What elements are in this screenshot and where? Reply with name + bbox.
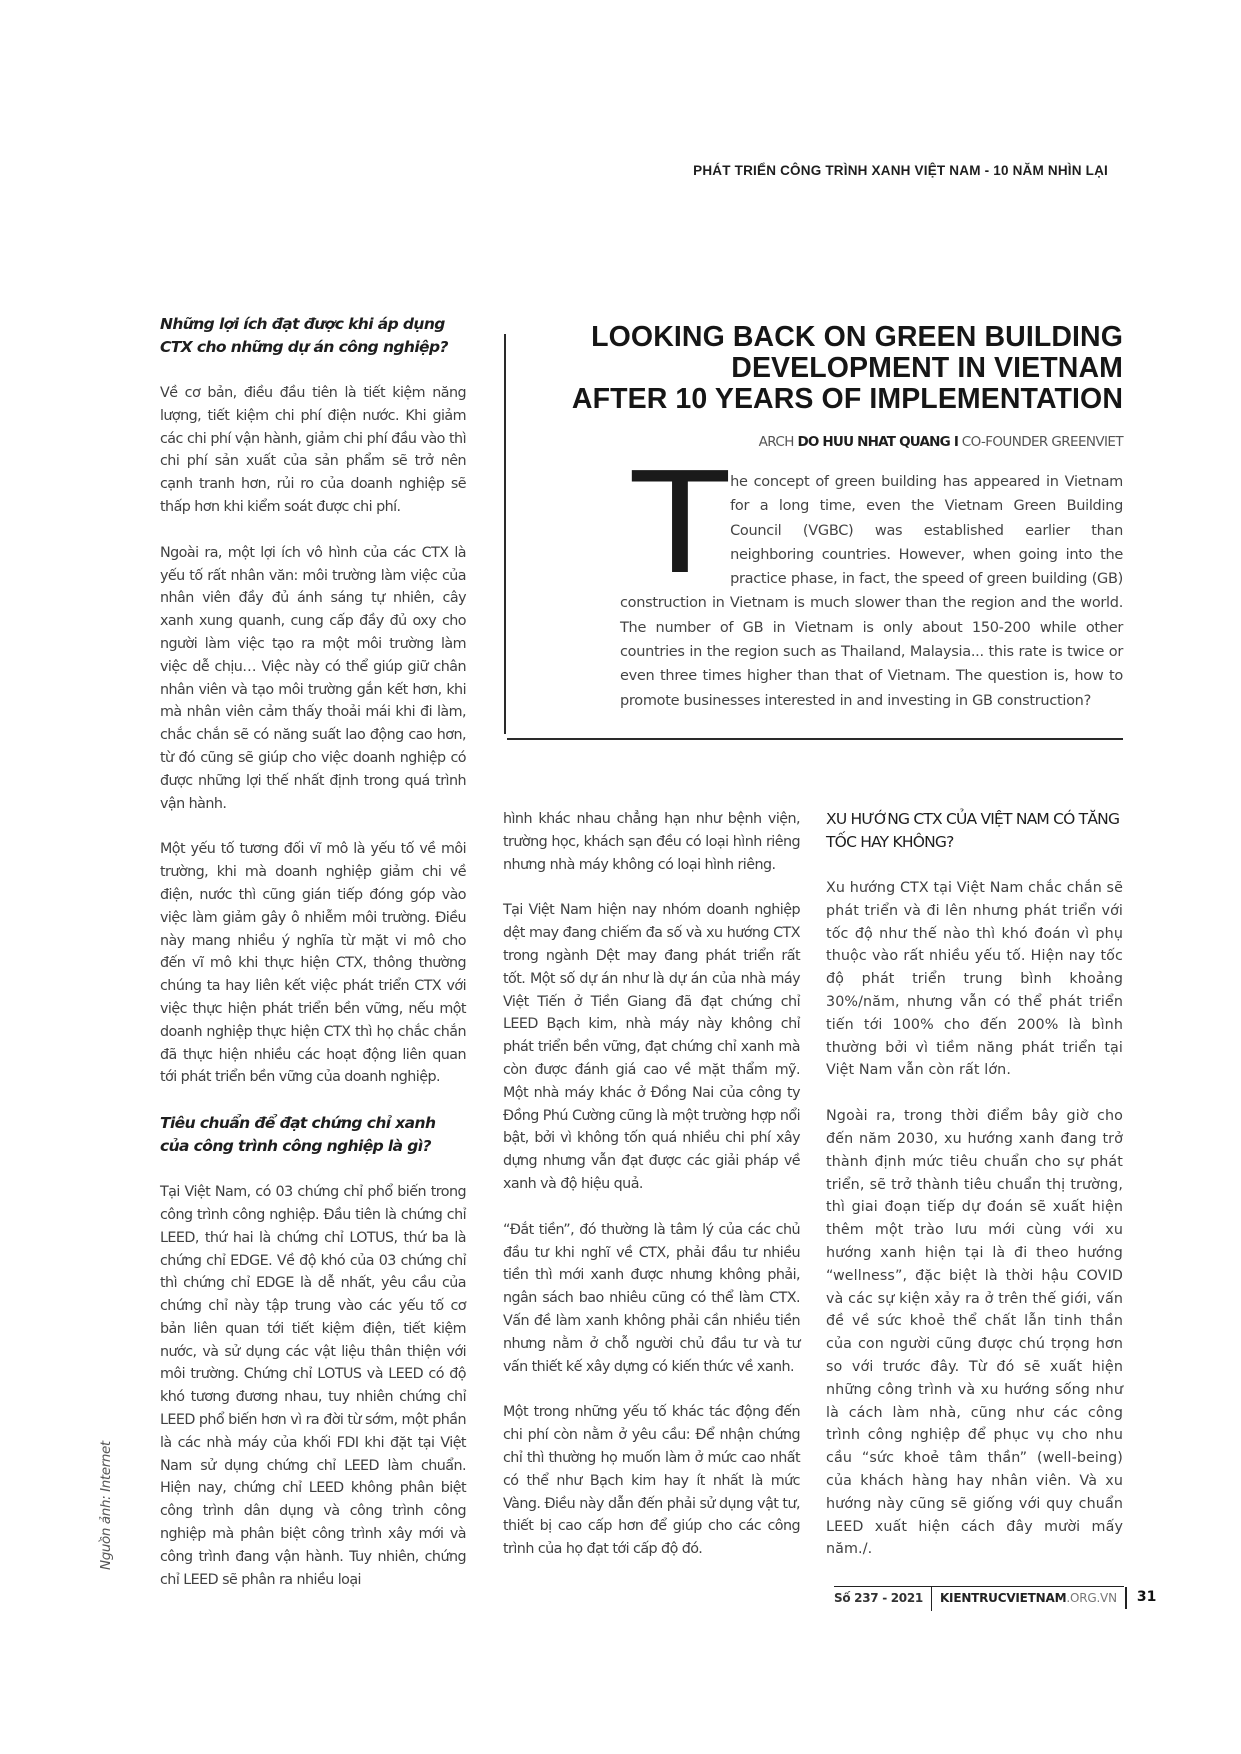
paragraph: Ngoài ra, một lợi ích vô hình của các CTX là yếu tố rất nhân văn: môi trường làm việc của nhân viên đầy đủ ánh sáng tự nhiên, cây xanh xung quanh, cung cấp đầy đủ oxy cho người làm việc tạo ra một môi trường làm việc dễ chịu… Việc này có thể giúp giữ chân nhân viên và tạo môi trường gắn kết hơn, khi mà nhân viên cảm thấy thoải mái khi đi làm, chắc chắn sẽ có năng suất lao động cao hơn, từ đó cũng sẽ giúp cho việc doanh nghiệp có được những lợi thế nhất định trong quá trình vận hành. bbox=[160, 544, 466, 812]
paragraph: Tại Việt Nam hiện nay nhóm doanh nghiệp dệt may đang chiếm đa số và xu hướng CTX trong ngành Dệt may đang phát triển rất tốt. Một số dự án như là dự án của nhà máy Việt Tiến ở Tiền Giang đã đạt chứng chỉ LEED Bạch kim, nhà máy này không chỉ phát triển bền vững, đạt chứng chỉ xanh mà còn được đánh giá cao về mặt thẩm mỹ. Một nhà máy khác ở Đồng Nai của công ty Đồng Phú Cường cũng là một trường hợp nổi bật, bởi vì không tốn quá nhiều chi phí xây dựng nhưng vẫn đạt được các giải pháp về xanh và độ hiệu quả. bbox=[503, 902, 800, 1192]
section-heading-trend: XU HƯỚNG CTX CỦA VIỆT NAM CÓ TĂNG TỐC HAY KHÔNG? bbox=[826, 810, 1120, 851]
running-head: PHÁT TRIỂN CÔNG TRÌNH XANH VIỆT NAM - 10 NĂM NHÌN LẠI bbox=[693, 163, 1108, 178]
page-footer bbox=[834, 1586, 1157, 1611]
title-line: AFTER 10 YEARS OF IMPLEMENTATION bbox=[571, 383, 1123, 415]
article-title bbox=[572, 322, 1123, 415]
page-number: 31 bbox=[1125, 1587, 1156, 1609]
paragraph: Xu hướng CTX tại Việt Nam chắc chắn sẽ phát triển và đi lên nhưng phát triển với tốc độ như thế nào thì khó đoán vì phụ thuộc vào rất nhiều yếu tố. Hiện nay tốc độ phát triển trung bình khoảng 30%/năm, nhưng vẫn có thể phát triển tiến tới 100% cho đến 200% là bình thường bởi vì tiềm năng phát triển tại Việt Nam vẫn còn rất lớn. bbox=[826, 880, 1123, 1079]
column-3 bbox=[826, 808, 1123, 1584]
column-2 bbox=[503, 808, 800, 1584]
paragraph: Về cơ bản, điều đầu tiên là tiết kiệm năng lượng, tiết kiệm chi phí điện nước. Khi giảm các chi phí vận hành, giảm chi phí đầu vào thì chi phí sản xuất của sản phẩm sẽ trở nên cạnh tranh hơn, rủi ro của doanh nghiệp sẽ thấp hơn khi kiểm soát được chi phí. bbox=[160, 385, 466, 515]
paragraph: Một yếu tố tương đối vĩ mô là yếu tố về môi trường, khi mà doanh nghiệp giảm chi về điện, nước thì cũng gián tiếp đóng góp vào việc làm giảm gây ô nhiễm môi trường. Điều này mang nhiều ý nghĩa từ mặt vi mô cho đến vĩ mô khi thực hiện CTX, thông thường chúng ta hay liên kết việc phát triển CTX với việc thực hiện phát triển bền vững, nếu một doanh nghiệp thực hiện CTX thì họ chắc chắn đã thực hiện nhiều các hoạt động liên quan tới phát triển bền vững của doanh nghiệp. bbox=[160, 841, 466, 1086]
byline-author: DO HUU NHAT QUANG I bbox=[797, 434, 959, 450]
byline-prefix: ARCH bbox=[758, 434, 798, 450]
paragraph: hình khác nhau chẳng hạn như bệnh viện, trường học, khách sạn đều có loại hình riêng nhưng nhà máy không có loại hình riêng. bbox=[503, 811, 800, 873]
title-line: DEVELOPMENT IN VIETNAM bbox=[731, 352, 1123, 384]
intro-text: he concept of green building has appeared in Vietnam for a long time, even the Vietnam Green Building Council (VGBC) was established earlier than neighboring countries. However, when going into the practice phase, in fact, the speed of green building (GB) construction in Vietnam is much slower than the region and the world. The number of GB in Vietnam is only about 150-200 while other countries in the region such as Thailand, Malaysia... this rate is twice or even three times higher than that of Vietnam. The question is, how to promote businesses interested in and investing in GB construction? bbox=[620, 474, 1123, 709]
paragraph: Ngoài ra, trong thời điểm bây giờ cho đến năm 2030, xu hướng xanh đang trở thành định mức tiêu chuẩn cho sự phát triển, sẽ trở thành tiêu chuẩn thị trường, thì giai đoạn tiếp dự đoán sẽ xuất hiện thêm một trào lưu mới cùng với xu hướng xanh hiện tại là đi theo hướng “wellness”, đặc biệt là thời hậu COVID và các sự kiện xảy ra ở trên thế giới, vấn đề về sức khoẻ thể chất lẫn tinh thần của con người cũng được chú trọng hơn so với trước đây. Từ đó sẽ xuất hiện những công trình và xu hướng sống như là cách làm nhà, cũng như các công trình công nghiệp để phục vụ cho nhu cầu “sức khoẻ tâm thần” (well-being) của khách hàng hay nhân viên. Và xu hướng này cũng sẽ giống với quy chuẩn LEED xuất hiện cách đây mười mấy năm./. bbox=[826, 1108, 1123, 1558]
drop-cap: T bbox=[628, 439, 732, 604]
website-domain: .ORG.VN bbox=[1066, 1591, 1117, 1605]
intro-bottom-rule bbox=[507, 738, 1123, 740]
paragraph: Tại Việt Nam, có 03 chứng chỉ phổ biến trong công trình công nghiệp. Đầu tiên là chứng chỉ LEED, thứ hai là chứng chỉ LOTUS, thứ ba là chứng chỉ EDGE. Về độ khó của 03 chứng chỉ thì chứng chỉ EDGE là dễ nhất, yêu cầu của chứng chỉ này tập trung vào các yếu tố cơ bản liên quan tới tiết kiệm điện, tiết kiệm nước, và sử dụng các vật liệu thân thiện với môi trường. Chứng chỉ LOTUS và LEED có độ khó tương đương nhau, tuy nhiên chứng chỉ LEED phổ biến hơn vì ra đời từ sớm, một phần là các nhà máy của khối FDI khi đặt tại Việt Nam sử dụng chứng chỉ LEED làm chuẩn. Hiện nay, chứng chỉ LEED không phân biệt công trình dân dụng và công trình công nghiệp mà phân biệt công trình xây mới và công trình đang vận hành. Tuy nhiên, chứng chỉ LEED sẽ phân ra nhiều loại bbox=[160, 1184, 466, 1588]
section-heading-benefits: Những lợi ích đạt được khi áp dụng CTX cho những dự án công nghiệp? bbox=[160, 315, 448, 356]
paragraph: Một trong những yếu tố khác tác động đến chi phí còn nằm ở yêu cầu: Để nhận chứng chỉ thì thường họ muốn làm ở mức cao nhất có thể như Bạch kim hay ít nhất là mức Vàng. Điều này dẫn đến phải sử dụng vật tư, thiết bị cao cấp hơn để giúp cho các công trình của họ đạt tới cấp độ đó. bbox=[503, 1404, 800, 1558]
title-vertical-rule bbox=[504, 334, 506, 734]
byline-role: CO-FOUNDER GREENVIET bbox=[958, 434, 1123, 450]
paragraph: “Đắt tiền”, đó thường là tâm lý của các chủ đầu tư khi nghĩ về CTX, phải đầu tư nhiều tiền thì mới xanh được nhưng không phải, ngân sách bao nhiêu cũng có thể làm CTX. Vấn đề làm xanh không phải cần nhiều tiền nhưng nằm ở chỗ người chủ đầu tư và tư vấn thiết kế xây dựng có kiến thức về xanh. bbox=[503, 1221, 800, 1375]
byline bbox=[759, 434, 1123, 450]
photo-credit: Nguồn ảnh: Internet bbox=[98, 1441, 114, 1570]
issue-number: Số 237 - 2021 bbox=[834, 1591, 923, 1605]
column-1 bbox=[160, 313, 466, 1614]
title-line: LOOKING BACK ON GREEN BUILDING bbox=[591, 321, 1123, 353]
section-heading-standards: Tiêu chuẩn để đạt chứng chỉ xanh của công trình công nghiệp là gì? bbox=[160, 1114, 436, 1156]
website-name: KIENTRUCVIETNAM bbox=[939, 1591, 1067, 1605]
website bbox=[931, 1587, 1125, 1611]
